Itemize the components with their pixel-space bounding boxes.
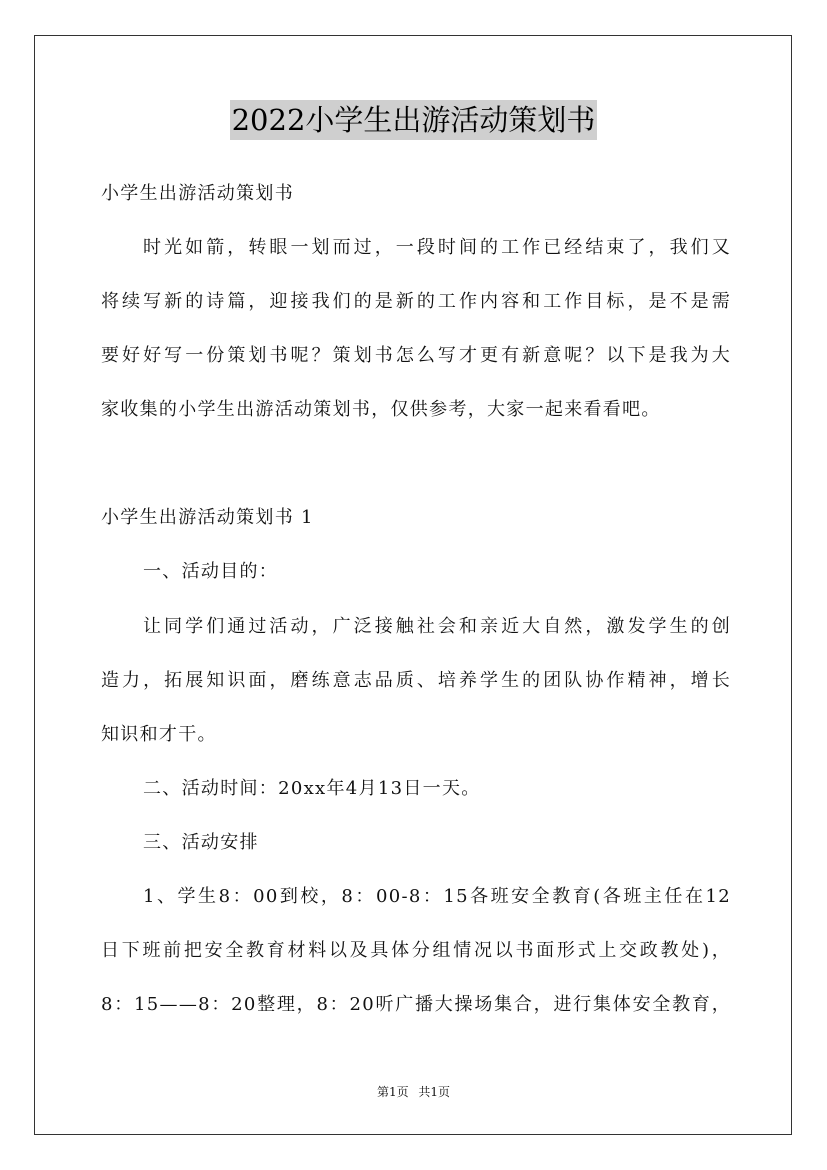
- heading-time: 二、活动时间：20xx年4月13日一天。: [143, 778, 481, 799]
- page-total: 共1页: [418, 1085, 451, 1099]
- page-footer: [0, 1083, 827, 1100]
- heading-arrangement: 三、活动安排: [143, 832, 259, 853]
- arrangement-line-3: 8：15——8：20整理，8：20听广播大操场集合，进行集体安全教育，: [101, 994, 731, 1015]
- purpose-line-2: 造力，拓展知识面，磨练意志品质、培养学生的团队协作精神，增长: [101, 670, 731, 691]
- intro-line-2: 将续写新的诗篇，迎接我们的是新的工作内容和工作目标，是不是需: [101, 291, 731, 312]
- heading-purpose: 一、活动目的：: [143, 561, 279, 582]
- document-subtitle: 小学生出游活动策划书: [101, 183, 294, 204]
- purpose-line-1: 让同学们通过活动，广泛接触社会和亲近大自然，激发学生的创: [143, 616, 731, 637]
- title-container: [0, 100, 827, 140]
- intro-line-3: 要好好写一份策划书呢？策划书怎么写才更有新意呢？以下是我为大: [101, 345, 731, 366]
- document-title: 2022小学生出游活动策划书: [230, 100, 598, 140]
- page-number: 第1页: [376, 1085, 409, 1099]
- arrangement-line-1: 1、学生8：00到校，8：00-8：15各班安全教育(各班主任在12: [143, 886, 731, 907]
- purpose-line-3: 知识和才干。: [101, 724, 217, 745]
- intro-line-1: 时光如箭，转眼一划而过，一段时间的工作已经结束了，我们又: [143, 237, 731, 258]
- intro-line-4: 家收集的小学生出游活动策划书，仅供参考，大家一起来看看吧。: [101, 399, 661, 420]
- section-title: 小学生出游活动策划书 1: [101, 507, 314, 528]
- arrangement-line-2: 日下班前把安全教育材料以及具体分组情况以书面形式上交政教处)，: [101, 940, 731, 961]
